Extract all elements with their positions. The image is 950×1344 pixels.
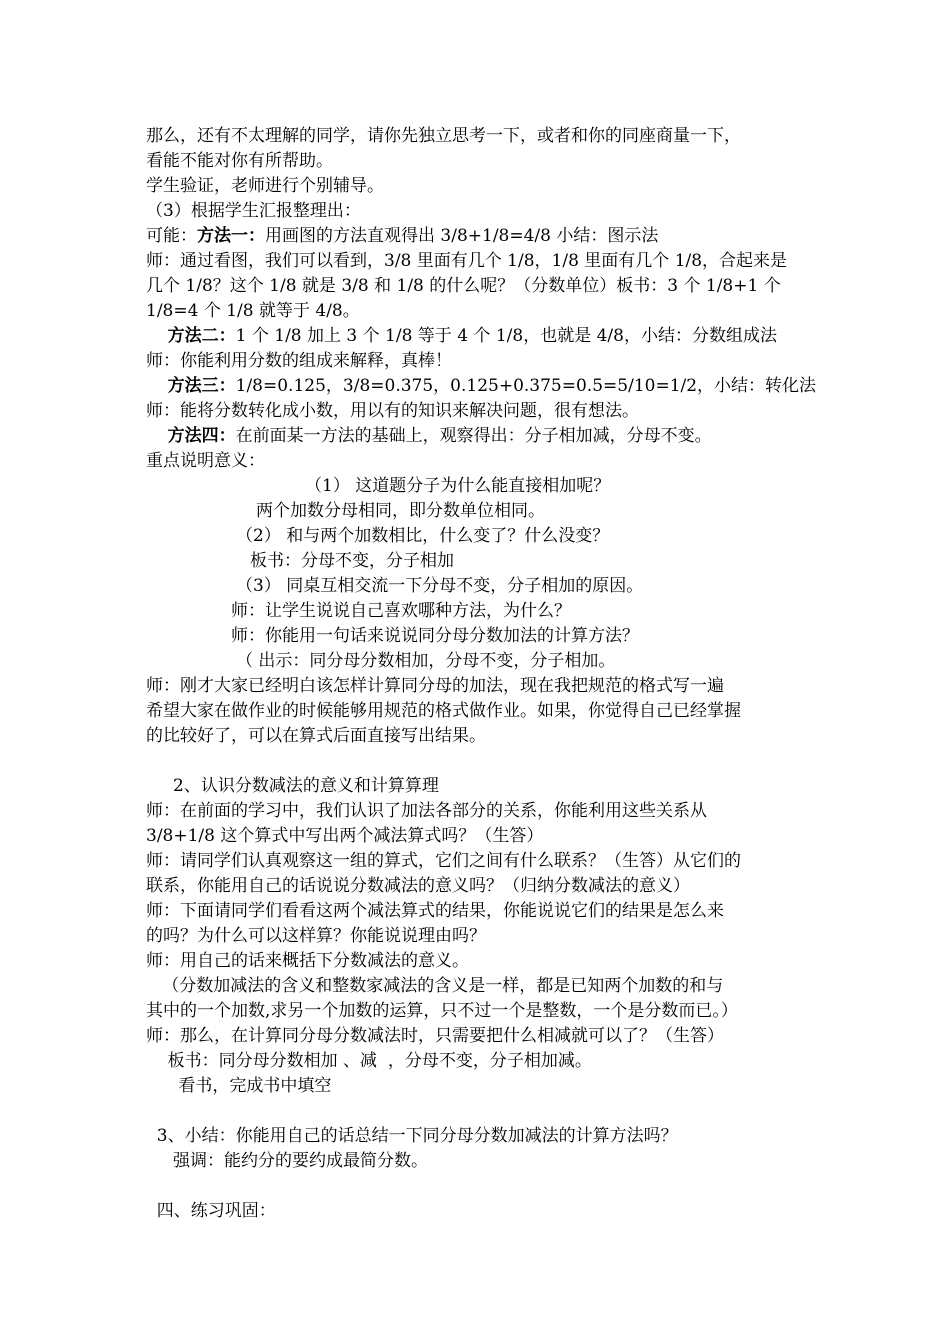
text-line (146, 1074, 830, 1098)
line-prefix (146, 326, 168, 346)
text-line (236, 524, 830, 548)
line-text: 师：下面请同学们看看这两个减法算式的结果，你能说说它们的结果是怎么来 (146, 901, 724, 921)
line-text: 其中的一个加数,求另一个加数的运算，只不过一个是整数，一个是分数而已。） (146, 1001, 738, 1021)
line-text: 的比较好了，可以在算式后面直接写出结果。 (146, 726, 486, 746)
text-line (305, 474, 830, 498)
line-text: 四、练习巩固： (146, 1201, 276, 1221)
line-text: 师：刚才大家已经明白该怎样计算同分母的加法，现在我把规范的格式写一遍 (146, 676, 724, 696)
line-prefix (146, 426, 168, 446)
text-line (146, 149, 830, 173)
line-text: 学生验证，老师进行个别辅导。 (146, 176, 384, 196)
text-line (146, 674, 830, 698)
line-text: 师：那么，在计算同分母分数减法时，只需要把什么相减就可以了？（生答） (146, 1026, 724, 1046)
text-line (250, 549, 830, 573)
line-text: 2、认识分数减法的意义和计算算理 (146, 776, 439, 796)
text-line (146, 399, 830, 423)
text-line (146, 449, 830, 473)
text-line (231, 624, 830, 648)
text-line (146, 124, 830, 148)
line-text: 师：请同学们认真观察这一组的算式，它们之间有什么联系？（生答）从它们的 (146, 851, 741, 871)
line-prefix: 可能： (146, 226, 197, 246)
line-text: （分数加减法的含义和整数家减法的含义是一样，都是已知两个加数的和与 (146, 976, 724, 996)
line-text: 1/8=4 个 1/8 就等于 4/8。 (146, 301, 360, 321)
text-line (146, 699, 830, 723)
text-line (236, 574, 830, 598)
line-text: 看书，完成书中填空 (146, 1076, 332, 1096)
method-label: 方法二： (167, 326, 236, 346)
text-line (146, 899, 830, 923)
line-text: 的吗？为什么可以这样算？你能说说理由吗？ (146, 926, 486, 946)
line-text: 两个加数分母相同，即分数单位相同。 (256, 501, 545, 521)
text-line (146, 799, 830, 823)
line-text: 用画图的方法直观得出 3/8+1/8=4/8 小结：图示法 (265, 226, 659, 246)
section-heading (146, 1124, 830, 1148)
method-label: 方法三： (167, 376, 236, 396)
method-three-line (146, 374, 830, 398)
method-two-line (146, 324, 830, 348)
line-text: 那么，还有不太理解的同学，请你先独立思考一下，或者和你的同座商量一下， (146, 126, 741, 146)
line-text: 强调：能约分的要约成最简分数。 (146, 1151, 429, 1171)
line-text: 在前面某一方法的基础上，观察得出：分子相加减，分母不变。 (235, 426, 712, 446)
line-text: 看能不能对你有所帮助。 (146, 151, 333, 171)
text-line (256, 499, 830, 523)
text-line (146, 274, 830, 298)
line-text: 板书：同分母分数相加 、减 ，分母不变，分子相加减。 (146, 1051, 592, 1071)
line-text: 师：能将分数转化成小数，用以有的知识来解决问题，很有想法。 (146, 401, 639, 421)
section-heading (146, 774, 830, 798)
line-text: 师：你能利用分数的组成来解释，真棒！ (146, 351, 452, 371)
line-text: 3/8+1/8 这个算式中写出两个减法算式吗？（生答） (146, 826, 544, 846)
text-line (231, 599, 830, 623)
method-one-line (146, 224, 830, 248)
line-text: （ 出示：同分母分数相加，分母不变，分子相加。 (236, 651, 616, 671)
line-text: （3） 同桌互相交流一下分母不变，分子相加的原因。 (236, 576, 644, 596)
text-line (146, 824, 830, 848)
text-line (146, 1049, 830, 1073)
text-line (146, 349, 830, 373)
line-text: 几个 1/8？这个 1/8 就是 3/8 和 1/8 的什么呢？（分数单位）板书：3 个 1/8+1 个 (146, 276, 781, 296)
text-line (146, 724, 830, 748)
text-line (146, 924, 830, 948)
line-text: （2） 和与两个加数相比，什么变了？什么没变？ (236, 526, 610, 546)
text-line (146, 849, 830, 873)
line-text: 希望大家在做作业的时候能够用规范的格式做作业。如果，你觉得自己已经掌握 (146, 701, 741, 721)
line-text: 1/8=0.125，3/8=0.375，0.125+0.375=0.5=5/10=1/2，小结：转化法 (235, 376, 817, 396)
text-line (146, 299, 830, 323)
line-text: 1 个 1/8 加上 3 个 1/8 等于 4 个 1/8，也就是 4/8，小结：分数组成法 (235, 326, 777, 346)
method-label: 方法一： (197, 226, 265, 246)
line-text: 3、小结：你能用自己的话总结一下同分母分数加减法的计算方法吗？ (146, 1126, 678, 1146)
text-line (146, 1024, 830, 1048)
text-line (146, 249, 830, 273)
method-label: 方法四： (167, 426, 236, 446)
line-text: （1） 这道题分子为什么能直接相加呢？ (305, 476, 611, 496)
line-text: 师：用自己的话来概括下分数减法的意义。 (146, 951, 469, 971)
text-line (146, 949, 830, 973)
line-text: 师：在前面的学习中，我们认识了加法各部分的关系，你能利用这些关系从 (146, 801, 707, 821)
line-text: 重点说明意义： (146, 451, 265, 471)
text-line (146, 1149, 830, 1173)
text-line (146, 974, 830, 998)
line-text: 师：你能用一句话来说说同分母分数加法的计算方法？ (231, 626, 639, 646)
text-line (146, 874, 830, 898)
line-text: 板书：分母不变，分子相加 (250, 551, 454, 571)
text-line (146, 199, 830, 223)
line-text: 师：让学生说说自己喜欢哪种方法，为什么？ (231, 601, 571, 621)
text-line (236, 649, 830, 673)
line-text: （3）根据学生汇报整理出： (146, 201, 361, 221)
line-text: 联系，你能用自己的话说说分数减法的意义吗？（归纳分数减法的意义） (146, 876, 690, 896)
section-heading (146, 1199, 830, 1223)
line-text: 师：通过看图，我们可以看到，3/8 里面有几个 1/8，1/8 里面有几个 1/8，合起来是 (146, 251, 788, 271)
text-line (146, 999, 830, 1023)
line-prefix (146, 376, 168, 396)
method-four-line (146, 424, 830, 448)
text-line (146, 174, 830, 198)
